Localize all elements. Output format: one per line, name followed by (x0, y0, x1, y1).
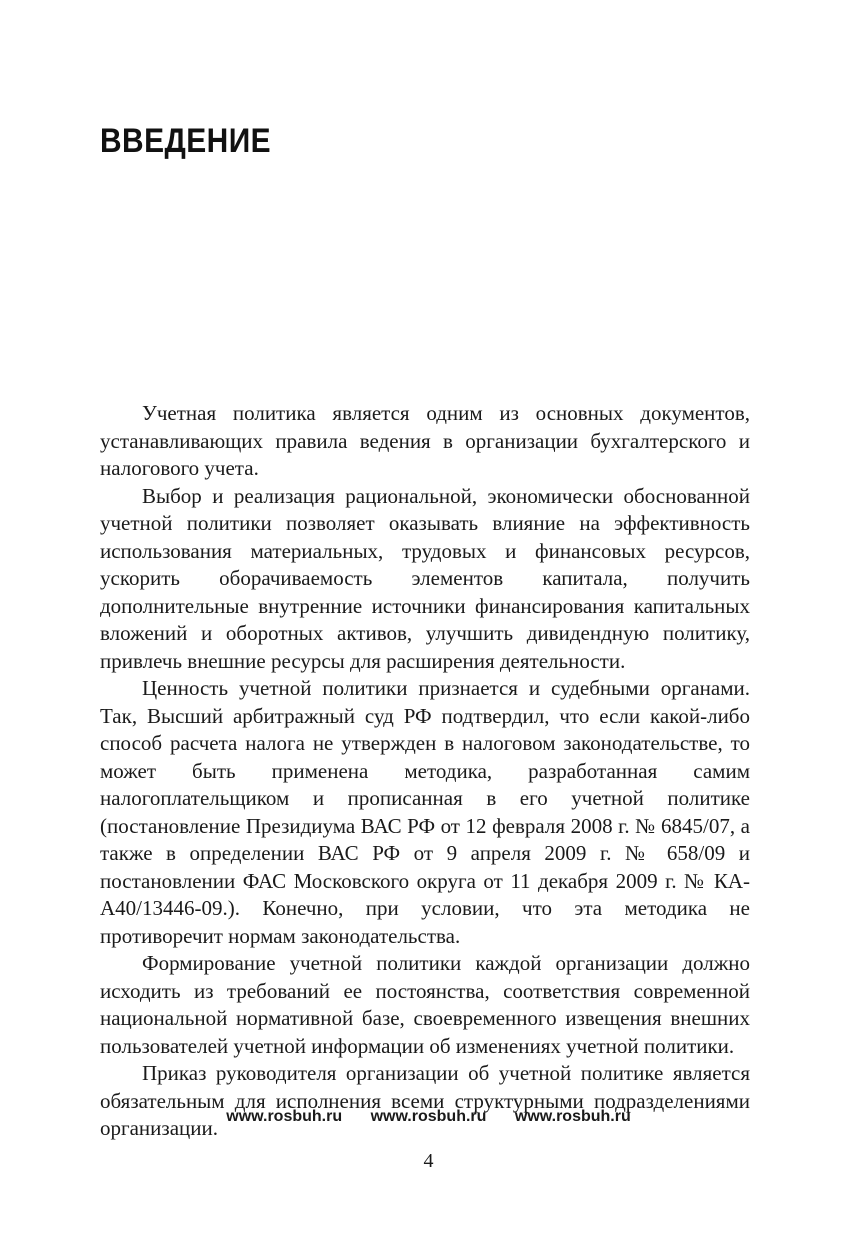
paragraph: Ценность учетной политики признается и судебными органами. Так, Высший арбитражный суд РФ подтвердил, что если какой-либо способ расчета налога не утвержден в налоговом законодательстве, то может быть применена методика, разработанная самим налогоплательщиком и прописанная в его учетной политике (постановление Президиума ВАС РФ от 12 февраля 2008 г. № 6845/07, а также в определении ВАС РФ от 9 апреля 2009 г. № 658/09 и постановлении ФАС Московского округа от 11 декабря 2009 г. № КА-А40/13446-09.). Конечно, при условии, что эта методика не противоречит нормам законодательства. (100, 676, 750, 948)
paragraph: Формирование учетной политики каждой организации должно исходить из требований ее постоянства, соответствия современной национальной нормативной базе, своевременного извещения внешних пользователей учетной информации об изменениях учетной политики. (100, 951, 750, 1058)
paragraph: Учетная политика является одним из основных документов, устанавливающих правила ведения в организации бухгалтерского и налогового учета. (100, 401, 750, 480)
chapter-title: ВВЕДЕНИЕ (100, 122, 272, 160)
page-number: 4 (423, 1150, 434, 1172)
footer-link[interactable]: www.rosbuh.ru (514, 1108, 631, 1125)
paragraph: Приказ руководителя организации об учетной политике является обязательным для исполнения всеми структурными подразделениями организации. (100, 1061, 750, 1140)
footer-link[interactable]: www.rosbuh.ru (226, 1108, 343, 1125)
paragraph: Выбор и реализация рациональной, экономически обоснованной учетной политики позволяет оказывать влияние на эффективность использования материальных, трудовых и финансовых ресурсов, ускорить оборачиваемость элементов капитала, получить дополнительные внутренние источники финансирования капитальных вложений и оборотных активов, улучшить дивидендную политику, привлечь внешние ресурсы для расширения деятельности. (100, 483, 750, 673)
footer-links (0, 1108, 857, 1126)
body-text (100, 400, 750, 1143)
footer-link[interactable]: www.rosbuh.ru (370, 1108, 487, 1125)
